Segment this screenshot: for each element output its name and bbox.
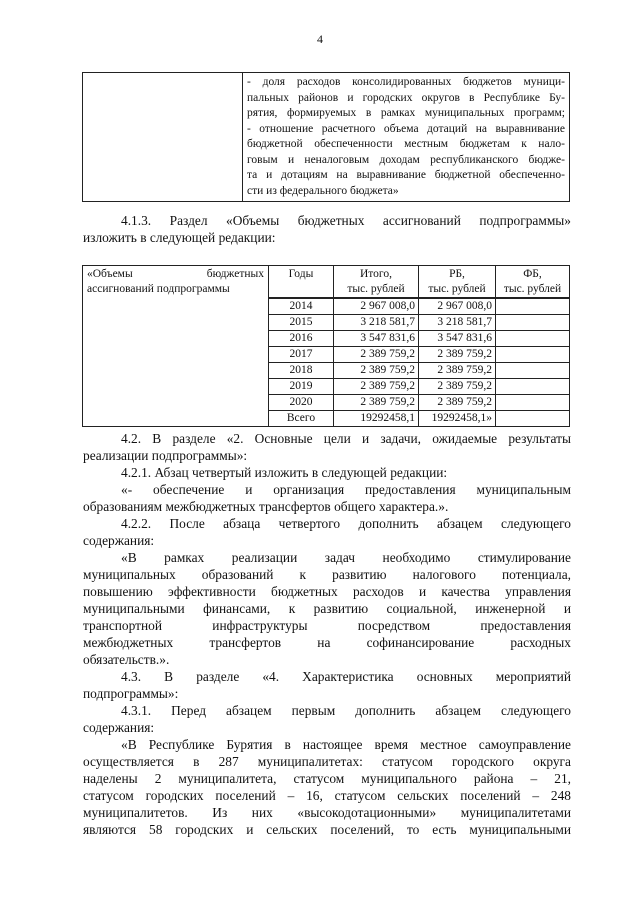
body-line: 4.2.2. После абзаца четвертого дополнить абзацем следующего [121,516,571,531]
header-rb-title: РБ, [449,268,465,280]
header-total-title: Итого, [360,268,392,280]
body-line: образованиям межбюджетных трансфертов общего характера.». [83,499,449,514]
cell-year: 2017 [269,347,334,363]
cell-total: 2 967 008,0 [334,299,419,315]
body-line: 4.2. В разделе «2. Основные цели и задачи, ожидаемые результаты [121,431,571,446]
cell-total: 3 218 581,7 [334,315,419,331]
body-line: подпрограммы»: [83,686,179,701]
cell-year: 2015 [269,315,334,331]
body-line: муниципальными финансами, к развитию социальной, инженерной и [83,601,571,616]
body-line: осуществляется в 287 муниципалитетах: статусом городского округа [83,754,571,769]
continuation-table-left-cell [83,73,243,202]
body-line: содержания: [83,533,155,548]
header-fb-unit: тыс. рублей [503,283,562,295]
body-line: 4.3.1. Перед абзацем первым дополнить абзацем следующего [121,703,571,718]
budget-label-line: «Объемы бюджетных [87,268,264,280]
cell-total: 3 547 831,6 [334,331,419,347]
body-line: муниципалитетов. Из них «высокодотационными» муниципалитетами [83,805,571,820]
cell-rb: 3 218 581,7 [419,315,496,331]
cell-total: 2 389 759,2 [334,379,419,395]
cell-year: Всего [269,411,334,427]
body-line: муниципальных образований к развитию налогового потенциала, [83,567,571,582]
body-line: являются 58 городских и сельских поселений, то есть муниципальными [83,822,571,837]
cell-fb [496,411,570,427]
body-line: транспортной инфраструктуры посредством предоставления [83,618,571,633]
body-line: 4.3. В разделе «4. Характеристика основных мероприятий [121,669,571,684]
header-fb [496,266,570,298]
cell-fb [496,299,570,315]
header-rb-unit: тыс. рублей [428,283,486,295]
cell-rb: 2 389 759,2 [419,347,496,363]
page-number: 4 [317,32,323,46]
cell-year: 2019 [269,379,334,395]
body-line: наделены 2 муниципалитета, статусом муниципального района – 21, [83,771,571,786]
body-line: статусом городских поселений – 16, статусом сельских поселений – 248 [83,788,571,803]
cell-rb: 2 389 759,2 [419,379,496,395]
cell-total: 2 389 759,2 [334,347,419,363]
cell-year: 2014 [269,299,334,315]
cell-fb [496,331,570,347]
body-line: межбюджетных трансфертов на софинансирование расходных [83,635,571,650]
cell-total: 2 389 759,2 [334,363,419,379]
indicator-line: - доля расходов консолидированных бюджетов муници- [247,76,565,88]
body-line: реализации подпрограммы»: [83,448,248,463]
indicator-line: пальных районов и городских округов в Республике Бу- [247,91,565,104]
indicator-line: - отношение расчетного объема дотаций на выравнивание [247,122,565,135]
cell-year: 2018 [269,363,334,379]
header-total [334,266,419,298]
body-line: «В рамках реализации задач необходимо стимулирование [121,550,571,565]
cell-fb [496,363,570,379]
section-4-1-3-heading-cont: изложить в следующей редакции: [83,230,276,245]
cell-year: 2016 [269,331,334,347]
cell-rb: 19292458,1» [419,411,496,427]
cell-fb [496,395,570,411]
header-years: Годы [269,266,334,298]
body-line: «- обеспечение и организация предоставления муниципальным [121,482,571,497]
continuation-table [82,72,570,202]
cell-rb: 3 547 831,6 [419,331,496,347]
cell-rb: 2 389 759,2 [419,395,496,411]
body-line: содержания: [83,720,155,735]
budget-label-cell [83,266,269,427]
indicator-line: та и дотациям на выравнивание бюджетной обеспеченно- [247,169,565,181]
indicator-line: говым и неналоговым доходам республиканского бюдже- [247,153,565,166]
cell-total: 19292458,1 [334,411,419,427]
body-line: обязательств.». [83,652,170,667]
header-fb-title: ФБ, [523,268,542,280]
cell-fb [496,315,570,331]
budget-allocations-table [82,265,570,427]
body-line: 4.2.1. Абзац четвертый изложить в следующей редакции: [121,465,448,480]
cell-fb [496,347,570,363]
cell-rb: 2 967 008,0 [419,299,496,315]
continuation-table-indicators-cell [243,73,570,202]
section-4-1-3-heading: 4.1.3. Раздел «Объемы бюджетных ассигнований подпрограммы» [121,213,571,228]
header-rb [419,266,496,298]
cell-total: 2 389 759,2 [334,395,419,411]
header-total-unit: тыс. рублей [347,283,405,295]
indicator-line: бюджетной обеспеченности местным бюджетам к нало- [247,138,565,150]
body-line: повышению эффективности бюджетных расходов и качества управления [83,584,571,599]
body-line: «В Республике Бурятия в настоящее время местное самоуправление [121,737,571,752]
budget-label-line: ассигнований подпрограммы [87,283,230,295]
cell-fb [496,379,570,395]
indicator-line: сти из федерального бюджета» [247,184,399,197]
cell-rb: 2 389 759,2 [419,363,496,379]
cell-year: 2020 [269,395,334,411]
indicator-line: рятия, формируемых в рамках муниципальных программ; [247,107,565,119]
